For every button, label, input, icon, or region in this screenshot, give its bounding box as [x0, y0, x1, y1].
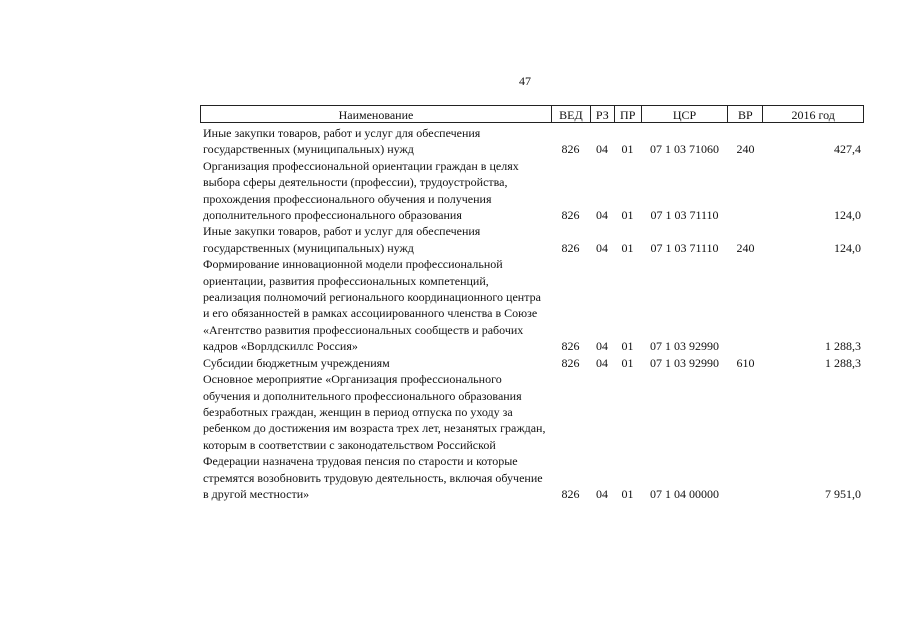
table-row	[200, 256, 864, 354]
row-rz: 04	[596, 355, 608, 370]
row-pr: 01	[621, 339, 634, 354]
header-vr: ВР	[727, 106, 762, 122]
page-number: 47	[519, 74, 531, 88]
table-row	[200, 125, 864, 158]
row-csr: 07 1 03 71060	[650, 142, 719, 157]
budget-table	[200, 105, 864, 502]
row-ved: 826	[561, 486, 580, 501]
row-rz: 04	[596, 208, 608, 223]
row-csr: 07 1 04 00000	[650, 486, 719, 501]
table-header	[200, 105, 864, 123]
header-csr: ЦСР	[641, 106, 728, 122]
row-name: Основное мероприятие «Организация профессионального обучения и дополнительного профессионального образования безработных граждан, женщин в период отпуска по уходу за ребенком до достижения им возраста трех лет, незанятых граждан, которым в соответствии с законодательством Российской Федерации назначена трудовая пенсия по старости и которые стремятся возобновить трудовую деятельность, включая обучение в другой местности»	[203, 372, 546, 501]
row-pr: 01	[621, 355, 634, 370]
row-sum: 1 288,3	[825, 339, 861, 354]
row-sum: 124,0	[834, 208, 861, 223]
table-row	[200, 158, 864, 224]
row-rz: 04	[596, 142, 608, 157]
header-ved: ВЕД	[551, 106, 590, 122]
row-vr: 240	[736, 142, 755, 157]
row-name: Субсидии бюджетным учреждениям	[203, 355, 390, 370]
row-name: Организация профессиональной ориентации граждан в целях выбора сферы деятельности (профессии), трудоустройства, прохождения профессионального обучения и получения дополнительного профессионального образования	[203, 158, 519, 223]
row-vr: 610	[736, 355, 755, 370]
row-sum: 1 288,3	[825, 355, 861, 370]
row-csr: 07 1 03 92990	[650, 355, 719, 370]
row-ved: 826	[561, 240, 580, 255]
row-csr: 07 1 03 92990	[650, 339, 719, 354]
header-name: Наименование	[338, 108, 414, 122]
row-rz: 04	[596, 486, 608, 501]
row-rz: 04	[596, 339, 608, 354]
row-ved: 826	[561, 355, 580, 370]
row-ved: 826	[561, 339, 580, 354]
table-row	[200, 355, 864, 371]
header-sum: 2016 год	[762, 106, 863, 122]
row-name: Формирование инновационной модели профессиональной ориентации, развития профессиональных компетенций, реализация полномочий регионального координационного центра и его обязанностей в рамках ассоциированного членства в Союзе «Агентство развития профессиональных сообществ и рабочих кадров «Ворлдскиллс Россия»	[203, 257, 541, 354]
row-ved: 826	[561, 208, 580, 223]
row-pr: 01	[621, 486, 634, 501]
row-pr: 01	[621, 142, 634, 157]
row-sum: 427,4	[834, 142, 861, 157]
row-name: Иные закупки товаров, работ и услуг для обеспечения государственных (муниципальных) нужд	[203, 126, 481, 157]
row-sum: 7 951,0	[825, 486, 861, 501]
row-vr: 240	[736, 240, 755, 255]
row-csr: 07 1 03 71110	[650, 240, 719, 255]
table-row	[200, 371, 864, 502]
row-ved: 826	[561, 142, 580, 157]
row-csr: 07 1 03 71110	[650, 208, 719, 223]
header-rz: РЗ	[590, 106, 614, 122]
row-name: Иные закупки товаров, работ и услуг для обеспечения государственных (муниципальных) нужд	[203, 224, 481, 255]
table-row	[200, 223, 864, 256]
row-pr: 01	[621, 208, 634, 223]
header-pr: ПР	[614, 106, 641, 122]
table-body	[200, 123, 864, 502]
row-sum: 124,0	[834, 240, 861, 255]
row-rz: 04	[596, 240, 608, 255]
row-pr: 01	[621, 240, 634, 255]
